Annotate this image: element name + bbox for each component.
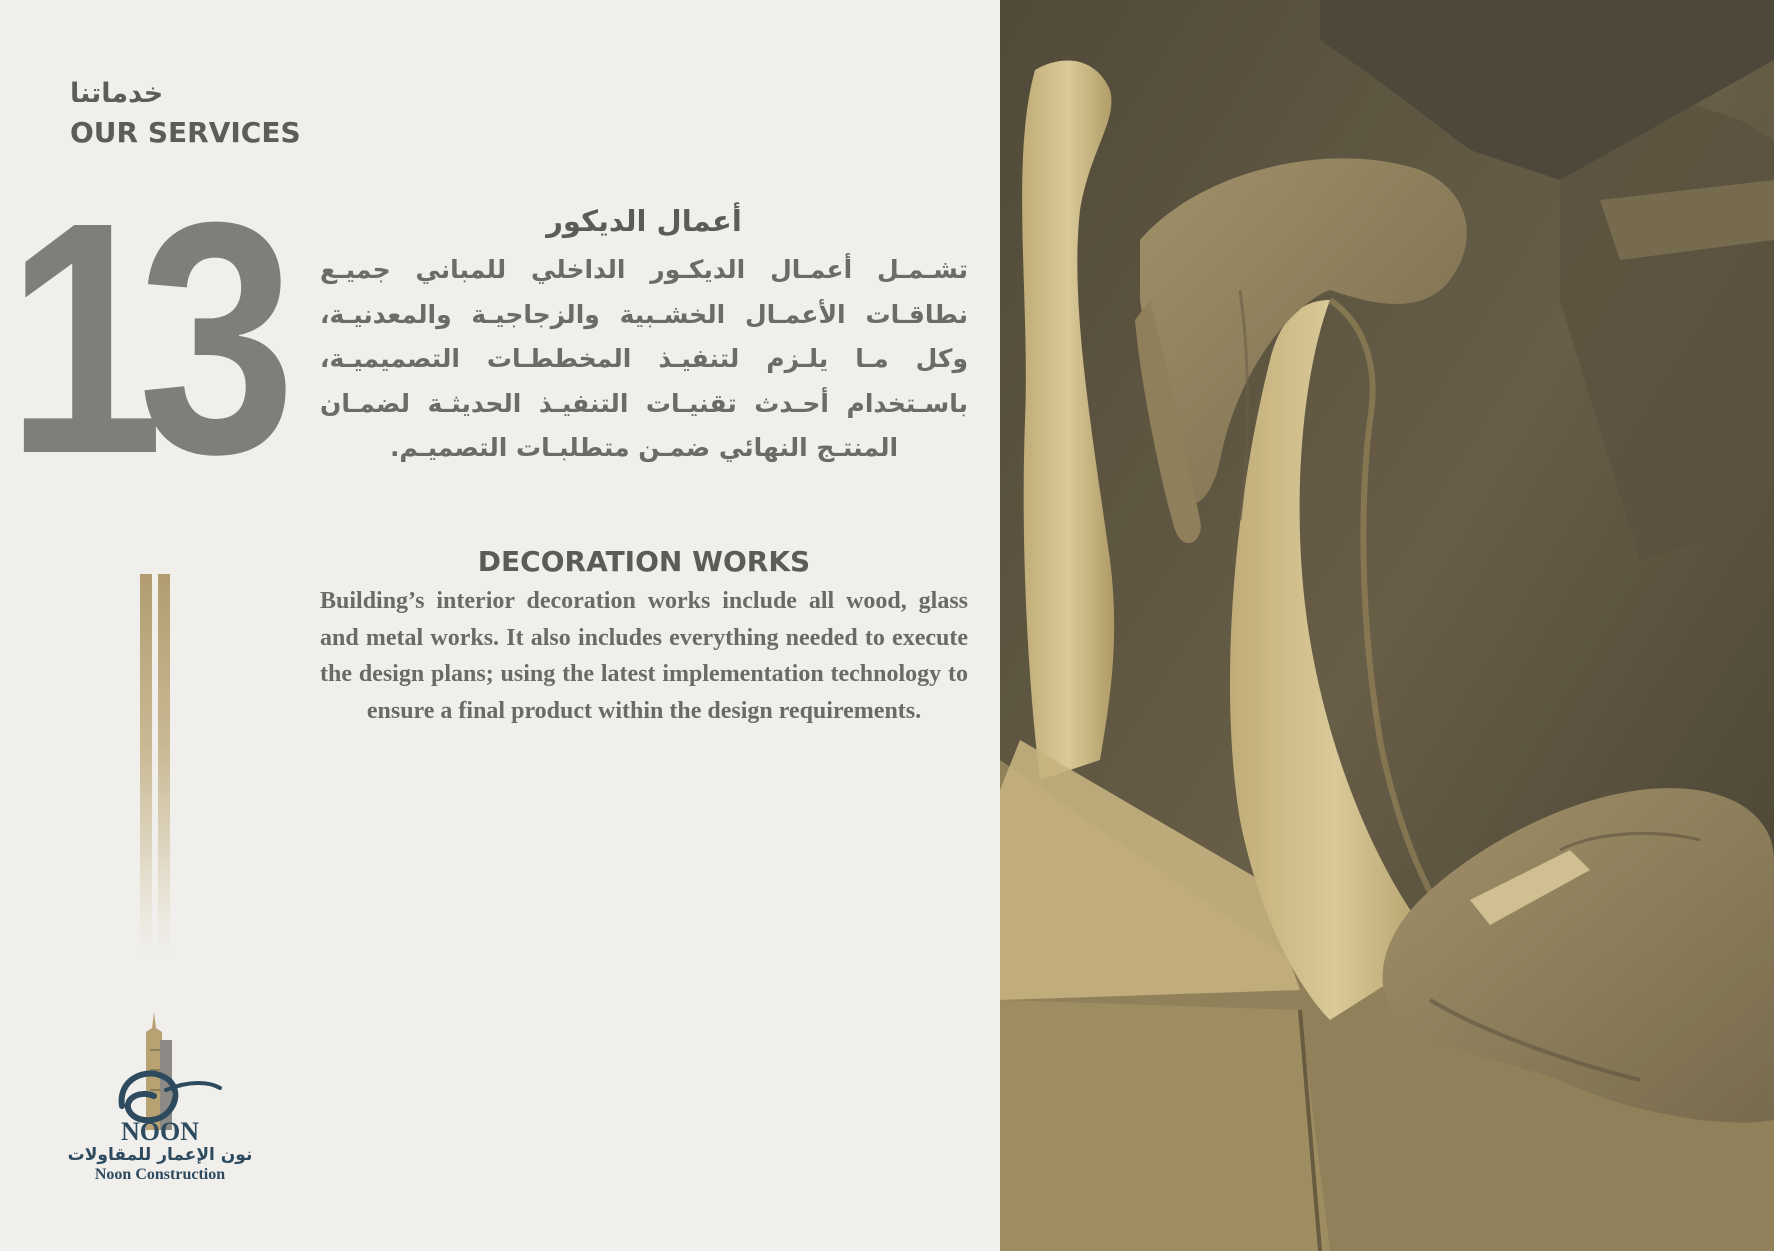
logo-name-english: Noon Construction: [94, 1166, 226, 1183]
service-description-english: Building’s interior decoration works include all wood, glass and metal works. It also includes everything needed to execute the design plans; using the latest implementation technology to ensure a final product within the design requirements.: [320, 588, 968, 724]
section-title-arabic: خدماتنا: [70, 78, 164, 109]
section-title-english: OUR SERVICES: [70, 116, 301, 149]
logo-name-arabic: نون الإعمار للمقاولات: [67, 1145, 253, 1165]
decorative-gold-bar-left: [140, 574, 152, 956]
service-title-arabic: أعمال الديكور: [546, 204, 742, 238]
decorative-gold-bar-right: [158, 574, 170, 956]
service-description-arabic: تشـمـل أعمـال الديكـور الداخلي للمباني جميـع نطاقـات الأعمـال الخشـبية والزجاجيـة والمعدنيـة، وكل مـا يلـزم لتنفيـذ المخططـات التصميميـة، باسـتخدام أحـدث تقنيـات التنفيـذ الحديثـة لضمـان المنتـج النهائي ضمـن متطلبـات التصميـم.: [320, 255, 968, 462]
service-title-english: DECORATION WORKS: [477, 545, 811, 578]
craftsman-photo: [1000, 0, 1774, 1251]
logo-wordmark: NOON: [121, 1117, 199, 1146]
service-number: 13: [6, 153, 271, 522]
